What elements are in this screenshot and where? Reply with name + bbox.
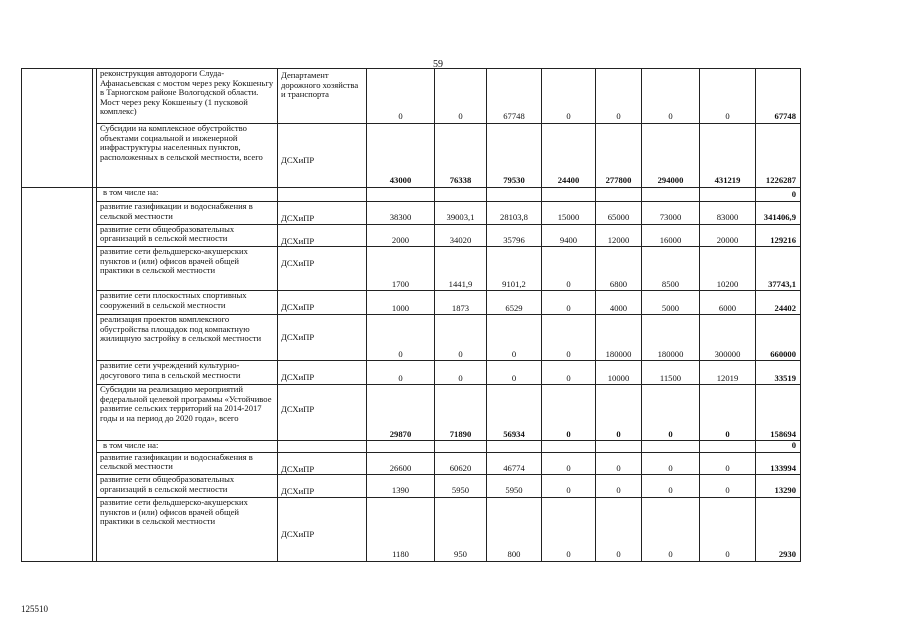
page-number: 59 bbox=[433, 59, 443, 70]
row-total: 1226287 bbox=[756, 124, 801, 188]
row-description: в том числе на: bbox=[97, 188, 278, 202]
table-row bbox=[22, 497, 890, 561]
value-cell: 43000 bbox=[367, 124, 435, 188]
value-cell: 277800 bbox=[596, 124, 642, 188]
value-cell bbox=[700, 441, 756, 453]
value-cell: 16000 bbox=[642, 224, 700, 247]
value-cell: 0 bbox=[596, 497, 642, 561]
value-cell: 0 bbox=[542, 361, 596, 385]
table-row bbox=[22, 475, 890, 498]
value-cell: 0 bbox=[435, 69, 487, 124]
row-total: 158694 bbox=[756, 385, 801, 441]
value-cell: 0 bbox=[700, 475, 756, 498]
value-cell: 0 bbox=[642, 69, 700, 124]
value-cell: 0 bbox=[487, 361, 542, 385]
row-department: ДСХиПР bbox=[278, 361, 367, 385]
value-cell: 0 bbox=[435, 361, 487, 385]
value-cell: 6000 bbox=[700, 291, 756, 315]
row-total: 341406,9 bbox=[756, 202, 801, 225]
value-cell: 0 bbox=[700, 452, 756, 475]
value-cell bbox=[596, 188, 642, 202]
value-cell: 0 bbox=[542, 291, 596, 315]
row-description: развитие сети плоскостных спортивных сооружений в сельской местности bbox=[97, 291, 278, 315]
value-cell: 10200 bbox=[700, 247, 756, 291]
row-total: 660000 bbox=[756, 315, 801, 361]
value-cell bbox=[542, 188, 596, 202]
table-row bbox=[22, 69, 890, 124]
value-cell: 0 bbox=[435, 315, 487, 361]
value-cell bbox=[596, 441, 642, 453]
row-description: развитие газификации и водоснабжения в сельской местности bbox=[97, 452, 278, 475]
value-cell: 73000 bbox=[642, 202, 700, 225]
value-cell: 28103,8 bbox=[487, 202, 542, 225]
table-row bbox=[22, 188, 890, 202]
value-cell: 0 bbox=[542, 452, 596, 475]
row-department: ДСХиПР bbox=[278, 315, 367, 361]
row-department: ДСХиПР bbox=[278, 124, 367, 188]
value-cell: 0 bbox=[642, 497, 700, 561]
value-cell: 0 bbox=[700, 69, 756, 124]
value-cell: 1180 bbox=[367, 497, 435, 561]
row-description: развитие сети общеобразовательных организаций в сельской местности bbox=[97, 475, 278, 498]
value-cell: 0 bbox=[367, 361, 435, 385]
value-cell: 65000 bbox=[596, 202, 642, 225]
value-cell: 12019 bbox=[700, 361, 756, 385]
value-cell: 10000 bbox=[596, 361, 642, 385]
value-cell: 8500 bbox=[642, 247, 700, 291]
value-cell bbox=[700, 188, 756, 202]
value-cell: 1390 bbox=[367, 475, 435, 498]
row-description: реализация проектов комплексного обустройства площадок под компактную жилищную застройку в сельской местности bbox=[97, 315, 278, 361]
value-cell: 0 bbox=[542, 385, 596, 441]
value-cell: 39003,1 bbox=[435, 202, 487, 225]
row-description: реконструкция автодороги Слуда-Афанасьевская с мостом через реку Кокшеньгу в Тарногском районе Вологодской области. Мост через реку Кокшеньгу (1 пусковой комплекс) bbox=[97, 69, 278, 124]
table-row bbox=[22, 291, 890, 315]
value-cell: 34020 bbox=[435, 224, 487, 247]
row-total: 2930 bbox=[756, 497, 801, 561]
value-cell bbox=[487, 441, 542, 453]
value-cell: 0 bbox=[596, 69, 642, 124]
row-total: 37743,1 bbox=[756, 247, 801, 291]
row-description: Субсидии на реализацию мероприятий федеральной целевой программы «Устойчивое развитие сельских территорий на 2014-2017 годы и на период до 2020 года», всего bbox=[97, 385, 278, 441]
value-cell: 2000 bbox=[367, 224, 435, 247]
row-total: 0 bbox=[756, 188, 801, 202]
table-row bbox=[22, 247, 890, 291]
value-cell: 60620 bbox=[435, 452, 487, 475]
table-body bbox=[22, 69, 890, 562]
value-cell: 5000 bbox=[642, 291, 700, 315]
row-department: ДСХиПР bbox=[278, 385, 367, 441]
value-cell: 1700 bbox=[367, 247, 435, 291]
value-cell bbox=[367, 188, 435, 202]
row-total: 0 bbox=[756, 441, 801, 453]
value-cell: 6800 bbox=[596, 247, 642, 291]
value-cell: 0 bbox=[367, 315, 435, 361]
value-cell: 0 bbox=[700, 497, 756, 561]
value-cell bbox=[487, 188, 542, 202]
value-cell: 0 bbox=[642, 452, 700, 475]
value-cell: 79530 bbox=[487, 124, 542, 188]
value-cell: 12000 bbox=[596, 224, 642, 247]
row-department bbox=[278, 188, 367, 202]
value-cell: 300000 bbox=[700, 315, 756, 361]
value-cell: 0 bbox=[542, 69, 596, 124]
value-cell bbox=[435, 188, 487, 202]
budget-table bbox=[21, 68, 890, 562]
row-department: ДСХиПР bbox=[278, 202, 367, 225]
value-cell: 0 bbox=[487, 315, 542, 361]
value-cell: 294000 bbox=[642, 124, 700, 188]
value-cell: 4000 bbox=[596, 291, 642, 315]
value-cell bbox=[367, 441, 435, 453]
value-cell: 180000 bbox=[596, 315, 642, 361]
value-cell: 5950 bbox=[435, 475, 487, 498]
row-total: 67748 bbox=[756, 69, 801, 124]
row-description: развитие сети фельдшерско-акушерских пунктов и (или) офисов врачей общей практики в сельской местности bbox=[97, 497, 278, 561]
document-code: 125510 bbox=[21, 604, 48, 614]
value-cell: 5950 bbox=[487, 475, 542, 498]
value-cell: 46774 bbox=[487, 452, 542, 475]
row-department: ДСХиПР bbox=[278, 475, 367, 498]
value-cell: 0 bbox=[700, 385, 756, 441]
value-cell: 38300 bbox=[367, 202, 435, 225]
value-cell: 1441,9 bbox=[435, 247, 487, 291]
value-cell: 800 bbox=[487, 497, 542, 561]
row-total: 133994 bbox=[756, 452, 801, 475]
value-cell bbox=[542, 441, 596, 453]
value-cell bbox=[642, 441, 700, 453]
value-cell: 56934 bbox=[487, 385, 542, 441]
blank-column-cell bbox=[22, 69, 93, 188]
table-row bbox=[22, 441, 890, 453]
value-cell: 15000 bbox=[542, 202, 596, 225]
value-cell: 26600 bbox=[367, 452, 435, 475]
table-row bbox=[22, 124, 890, 188]
row-department: Департамент дорожного хозяйства и транспорта bbox=[278, 69, 367, 124]
value-cell: 0 bbox=[642, 385, 700, 441]
value-cell: 9400 bbox=[542, 224, 596, 247]
table-row bbox=[22, 385, 890, 441]
row-description: развитие сети общеобразовательных организаций в сельской местности bbox=[97, 224, 278, 247]
value-cell: 0 bbox=[542, 475, 596, 498]
value-cell: 950 bbox=[435, 497, 487, 561]
row-description: в том числе на: bbox=[97, 441, 278, 453]
value-cell: 1873 bbox=[435, 291, 487, 315]
row-total: 129216 bbox=[756, 224, 801, 247]
value-cell: 0 bbox=[542, 315, 596, 361]
value-cell: 0 bbox=[542, 247, 596, 291]
value-cell: 11500 bbox=[642, 361, 700, 385]
table-row bbox=[22, 452, 890, 475]
row-department bbox=[278, 441, 367, 453]
value-cell: 9101,2 bbox=[487, 247, 542, 291]
table-row bbox=[22, 202, 890, 225]
value-cell: 20000 bbox=[700, 224, 756, 247]
value-cell: 431219 bbox=[700, 124, 756, 188]
value-cell: 35796 bbox=[487, 224, 542, 247]
value-cell: 0 bbox=[542, 497, 596, 561]
blank-column-cell bbox=[22, 188, 93, 562]
row-department: ДСХиПР bbox=[278, 291, 367, 315]
value-cell: 6529 bbox=[487, 291, 542, 315]
value-cell: 180000 bbox=[642, 315, 700, 361]
value-cell: 67748 bbox=[487, 69, 542, 124]
value-cell: 0 bbox=[367, 69, 435, 124]
value-cell: 76338 bbox=[435, 124, 487, 188]
table-row bbox=[22, 224, 890, 247]
table-row bbox=[22, 315, 890, 361]
value-cell: 0 bbox=[596, 475, 642, 498]
row-description: Субсидии на комплексное обустройство объектами социальной и инженерной инфраструктуры населенных пунктов, расположенных в сельской местности, всего bbox=[97, 124, 278, 188]
value-cell: 24400 bbox=[542, 124, 596, 188]
row-description: развитие газификации и водоснабжения в сельской местности bbox=[97, 202, 278, 225]
row-total: 24402 bbox=[756, 291, 801, 315]
row-department: ДСХиПР bbox=[278, 452, 367, 475]
row-department: ДСХиПР bbox=[278, 497, 367, 561]
value-cell: 83000 bbox=[700, 202, 756, 225]
value-cell: 0 bbox=[596, 385, 642, 441]
row-total: 13290 bbox=[756, 475, 801, 498]
row-department: ДСХиПР bbox=[278, 224, 367, 247]
table-row bbox=[22, 361, 890, 385]
row-description: развитие сети учреждений культурно-досугового типа в сельской местности bbox=[97, 361, 278, 385]
row-total: 33519 bbox=[756, 361, 801, 385]
row-description: развитие сети фельдшерско-акушерских пунктов и (или) офисов врачей общей практики в сельской местности bbox=[97, 247, 278, 291]
row-department: ДСХиПР bbox=[278, 247, 367, 291]
value-cell: 71890 bbox=[435, 385, 487, 441]
value-cell bbox=[435, 441, 487, 453]
value-cell: 0 bbox=[596, 452, 642, 475]
value-cell: 1000 bbox=[367, 291, 435, 315]
value-cell bbox=[642, 188, 700, 202]
value-cell: 0 bbox=[642, 475, 700, 498]
value-cell: 29870 bbox=[367, 385, 435, 441]
